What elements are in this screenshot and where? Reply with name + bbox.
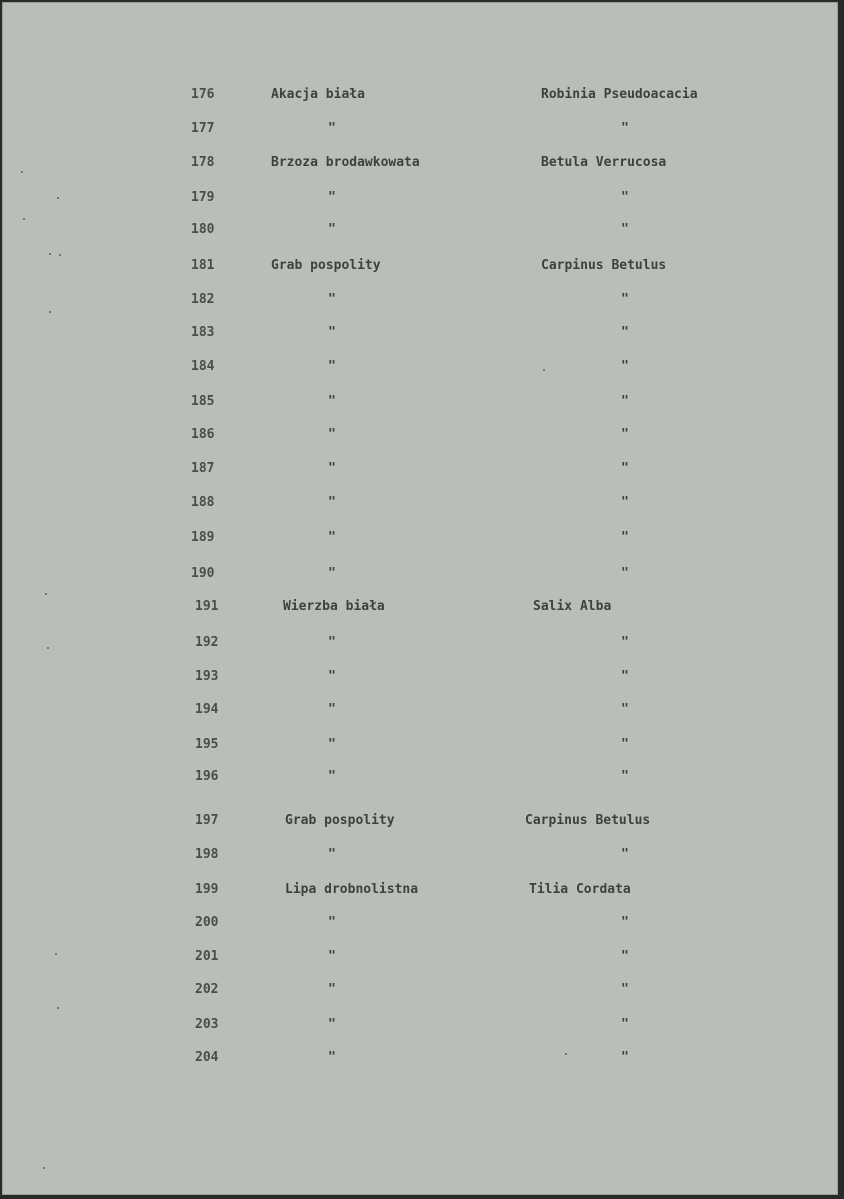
latin-name: " xyxy=(621,325,629,340)
paper-speck xyxy=(57,1007,59,1009)
table-row xyxy=(3,493,839,513)
latin-name: Carpinus Betulus xyxy=(525,813,651,828)
row-number: 186 xyxy=(191,427,215,442)
row-number: 195 xyxy=(195,737,219,752)
latin-name: Tilia Cordata xyxy=(529,882,631,897)
table-row xyxy=(3,667,839,687)
latin-name: " xyxy=(621,669,629,684)
table-row xyxy=(3,980,839,1000)
latin-name: " xyxy=(621,427,629,442)
table-row xyxy=(3,597,839,617)
row-number: 182 xyxy=(191,292,215,307)
polish-name: " xyxy=(328,847,336,862)
row-number: 189 xyxy=(191,530,215,545)
latin-name: " xyxy=(621,949,629,964)
latin-name: " xyxy=(621,566,629,581)
row-number: 184 xyxy=(191,359,215,374)
table-row xyxy=(3,459,839,479)
polish-name: " xyxy=(328,769,336,784)
polish-name: Akacja biała xyxy=(271,87,365,102)
row-number: 200 xyxy=(195,915,219,930)
polish-name: " xyxy=(328,427,336,442)
latin-name: " xyxy=(621,394,629,409)
latin-name: " xyxy=(621,530,629,545)
paper-speck xyxy=(21,171,23,173)
table-row xyxy=(3,425,839,445)
row-number: 203 xyxy=(195,1017,219,1032)
row-number: 202 xyxy=(195,982,219,997)
table-row xyxy=(3,528,839,548)
polish-name: Wierzba biała xyxy=(283,599,385,614)
polish-name: " xyxy=(328,982,336,997)
row-number: 177 xyxy=(191,121,215,136)
latin-name: " xyxy=(621,769,629,784)
table-row xyxy=(3,153,839,173)
polish-name: " xyxy=(328,359,336,374)
table-row xyxy=(3,700,839,720)
row-number: 185 xyxy=(191,394,215,409)
latin-name: Betula Verrucosa xyxy=(541,155,667,170)
row-number: 191 xyxy=(195,599,219,614)
paper-speck xyxy=(565,1053,567,1055)
latin-name: " xyxy=(621,121,629,136)
latin-name: " xyxy=(621,461,629,476)
table-row xyxy=(3,119,839,139)
paper-speck xyxy=(57,197,59,199)
polish-name: " xyxy=(328,669,336,684)
table-row xyxy=(3,633,839,653)
row-number: 176 xyxy=(191,87,215,102)
row-number: 204 xyxy=(195,1050,219,1065)
latin-name: " xyxy=(621,982,629,997)
table-row xyxy=(3,188,839,208)
polish-name: " xyxy=(328,461,336,476)
latin-name: " xyxy=(621,847,629,862)
polish-name: Lipa drobnolistna xyxy=(285,882,419,897)
polish-name: Brzoza brodawkowata xyxy=(271,155,420,170)
table-row xyxy=(3,845,839,865)
row-number: 192 xyxy=(195,635,219,650)
latin-name: " xyxy=(621,702,629,717)
row-number: 201 xyxy=(195,949,219,964)
latin-name: " xyxy=(621,222,629,237)
polish-name: " xyxy=(328,949,336,964)
latin-name: " xyxy=(621,190,629,205)
row-number: 180 xyxy=(191,222,215,237)
table-row xyxy=(3,392,839,412)
row-number: 190 xyxy=(191,566,215,581)
row-number: 181 xyxy=(191,258,215,273)
latin-name: " xyxy=(621,915,629,930)
paper-speck xyxy=(49,253,51,255)
polish-name: " xyxy=(328,394,336,409)
paper-speck xyxy=(45,593,47,595)
polish-name: Grab pospolity xyxy=(285,813,395,828)
latin-name: " xyxy=(621,495,629,510)
latin-name: " xyxy=(621,1017,629,1032)
polish-name: " xyxy=(328,1050,336,1065)
row-number: 193 xyxy=(195,669,219,684)
table-row xyxy=(3,357,839,377)
row-number: 194 xyxy=(195,702,219,717)
paper-speck xyxy=(55,953,57,955)
table-row xyxy=(3,767,839,787)
table-row xyxy=(3,913,839,933)
row-number: 197 xyxy=(195,813,219,828)
paper-speck xyxy=(59,254,61,256)
polish-name: " xyxy=(328,495,336,510)
latin-name: " xyxy=(621,635,629,650)
polish-name: " xyxy=(328,635,336,650)
polish-name: Grab pospolity xyxy=(271,258,381,273)
table-row xyxy=(3,947,839,967)
latin-name: " xyxy=(621,292,629,307)
table-row xyxy=(3,735,839,755)
latin-name: Carpinus Betulus xyxy=(541,258,667,273)
paper-speck xyxy=(47,647,49,649)
table-row xyxy=(3,811,839,831)
latin-name: " xyxy=(621,359,629,374)
polish-name: " xyxy=(328,121,336,136)
polish-name: " xyxy=(328,222,336,237)
table-row xyxy=(3,220,839,240)
table-row xyxy=(3,1048,839,1068)
paper-speck xyxy=(543,369,545,371)
row-number: 183 xyxy=(191,325,215,340)
latin-name: Salix Alba xyxy=(533,599,612,614)
paper-speck xyxy=(43,1167,45,1169)
table-row xyxy=(3,880,839,900)
paper-speck xyxy=(23,218,25,220)
latin-name: " xyxy=(621,1050,629,1065)
latin-name: " xyxy=(621,737,629,752)
row-number: 196 xyxy=(195,769,219,784)
polish-name: " xyxy=(328,1017,336,1032)
table-row xyxy=(3,85,839,105)
table-row xyxy=(3,256,839,276)
row-number: 199 xyxy=(195,882,219,897)
paper-speck xyxy=(49,311,51,313)
polish-name: " xyxy=(328,325,336,340)
row-number: 179 xyxy=(191,190,215,205)
table-row xyxy=(3,564,839,584)
row-number: 178 xyxy=(191,155,215,170)
row-number: 187 xyxy=(191,461,215,476)
document-page xyxy=(2,2,838,1195)
polish-name: " xyxy=(328,915,336,930)
row-number: 188 xyxy=(191,495,215,510)
table-row xyxy=(3,290,839,310)
latin-name: Robinia Pseudoacacia xyxy=(541,87,698,102)
table-row xyxy=(3,323,839,343)
polish-name: " xyxy=(328,566,336,581)
polish-name: " xyxy=(328,702,336,717)
row-number: 198 xyxy=(195,847,219,862)
table-row xyxy=(3,1015,839,1035)
polish-name: " xyxy=(328,292,336,307)
polish-name: " xyxy=(328,190,336,205)
polish-name: " xyxy=(328,737,336,752)
polish-name: " xyxy=(328,530,336,545)
